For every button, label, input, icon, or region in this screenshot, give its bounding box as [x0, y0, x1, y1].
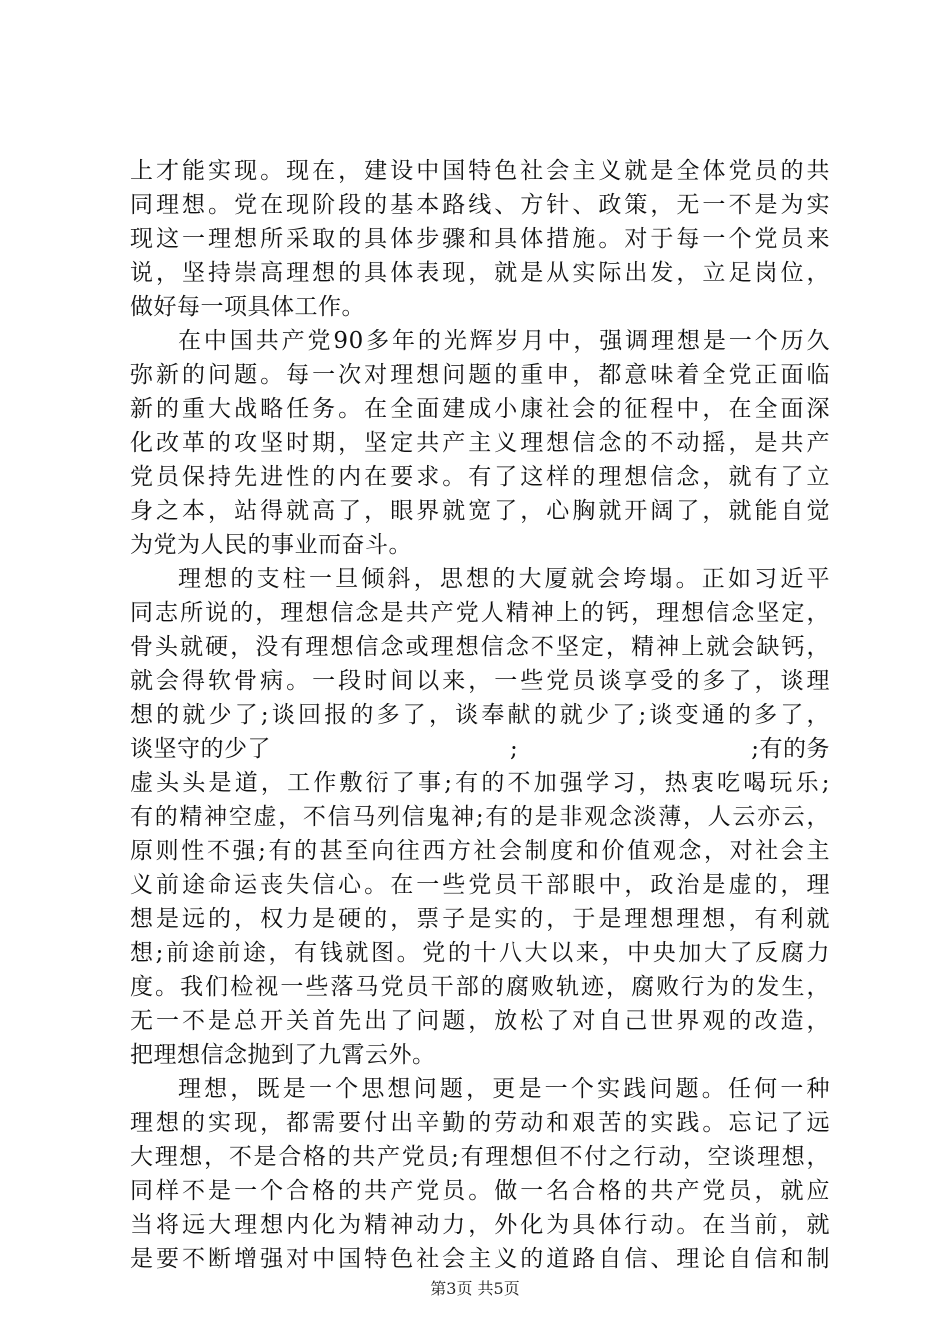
- paragraph-2: [130, 324, 830, 562]
- document-body: [130, 154, 830, 1276]
- text-line: 理想的实现，都需要付出辛勤的劳动和艰苦的实践。忘记了远: [130, 1110, 830, 1136]
- text-line: 理想的支柱一旦倾斜，思想的大厦就会垮塌。正如习近平: [178, 566, 830, 592]
- text-line: 党员保持先进性的内在要求。有了这样的理想信念，就有了立: [130, 464, 830, 490]
- text-line: 是要不断增强对中国特色社会主义的道路自信、理论自信和制: [130, 1246, 830, 1272]
- paragraph-1: [130, 154, 830, 324]
- page-number-label: 第3页 共5页: [430, 1279, 520, 1298]
- page-footer: [0, 1276, 950, 1299]
- text-line: 同理想。党在现阶段的基本路线、方针、政策，无一不是为实: [130, 192, 830, 218]
- text-line: 当将远大理想内化为精神动力，外化为具体行动。在当前，就: [130, 1212, 830, 1238]
- text-line: 度。我们检视一些落马党员干部的腐败轨迹，腐败行为的发生，: [130, 974, 830, 1000]
- text-line: 弥新的问题。每一次对理想问题的重申，都意味着全党正面临: [130, 362, 830, 388]
- text-line: 有的精神空虚，不信马列信鬼神;有的是非观念淡薄，人云亦云，: [130, 804, 830, 830]
- paragraph-4: [130, 1072, 830, 1276]
- text-line: 就会得软骨病。一段时间以来，一些党员谈享受的多了，谈理: [130, 668, 830, 694]
- text-line: 现这一理想所采取的具体步骤和具体措施。对于每一个党员来: [130, 226, 830, 252]
- text-line: 无一不是总开关首先出了问题，放松了对自己世界观的改造，: [130, 1008, 830, 1034]
- text-line: 把理想信念抛到了九霄云外。: [130, 1042, 436, 1068]
- text-line: 上才能实现。现在，建设中国特色社会主义就是全体党员的共: [130, 158, 830, 184]
- text-line: 说，坚持崇高理想的具体表现，就是从实际出发，立足岗位，: [130, 260, 830, 286]
- text-line: 做好每一项具体工作。: [130, 294, 365, 320]
- text-line: 大理想，不是合格的共产党员;有理想但不付之行动，空谈理想，: [130, 1144, 830, 1170]
- text-line: 同志所说的，理想信念是共产党人精神上的钙，理想信念坚定，: [130, 600, 830, 626]
- text-segment: ;: [510, 736, 519, 762]
- text-line: 骨头就硬，没有理想信念或理想信念不坚定，精神上就会缺钙，: [130, 634, 830, 660]
- text-line: 化改革的攻坚时期，坚定共产主义理想信念的不动摇，是共产: [130, 430, 830, 456]
- text-segment: 谈坚守的少了: [130, 736, 271, 762]
- text-line: 原则性不强;有的甚至向往西方社会制度和价值观念，对社会主: [130, 838, 830, 864]
- text-line: 想;前途前途，有钱就图。党的十八大以来，中央加大了反腐力: [130, 940, 830, 966]
- text-line: 虚头头是道，工作敷衍了事;有的不加强学习，热衷吃喝玩乐;: [130, 770, 830, 796]
- text-line: 想是远的，权力是硬的，票子是实的，于是理想理想，有利就: [130, 906, 830, 932]
- text-segment: ;有的务: [751, 736, 830, 762]
- text-line: 想的就少了;谈回报的多了，谈奉献的就少了;谈变通的多了，: [130, 702, 830, 728]
- text-line: 义前途命运丧失信心。在一些党员干部眼中，政治是虚的，理: [130, 872, 830, 898]
- text-line: 在中国共产党90多年的光辉岁月中，强调理想是一个历久: [178, 328, 830, 354]
- paragraph-3: [130, 562, 830, 1072]
- text-line: 为党为人民的事业而奋斗。: [130, 532, 412, 558]
- text-line: 理想，既是一个思想问题，更是一个实践问题。任何一种: [178, 1076, 830, 1102]
- text-line: 身之本，站得就高了，眼界就宽了，心胸就开阔了，就能自觉: [130, 498, 830, 524]
- text-line: 新的重大战略任务。在全面建成小康社会的征程中，在全面深: [130, 396, 830, 422]
- text-line: 同样不是一个合格的共产党员。做一名合格的共产党员，就应: [130, 1178, 830, 1204]
- text-line-with-gaps: [130, 732, 830, 766]
